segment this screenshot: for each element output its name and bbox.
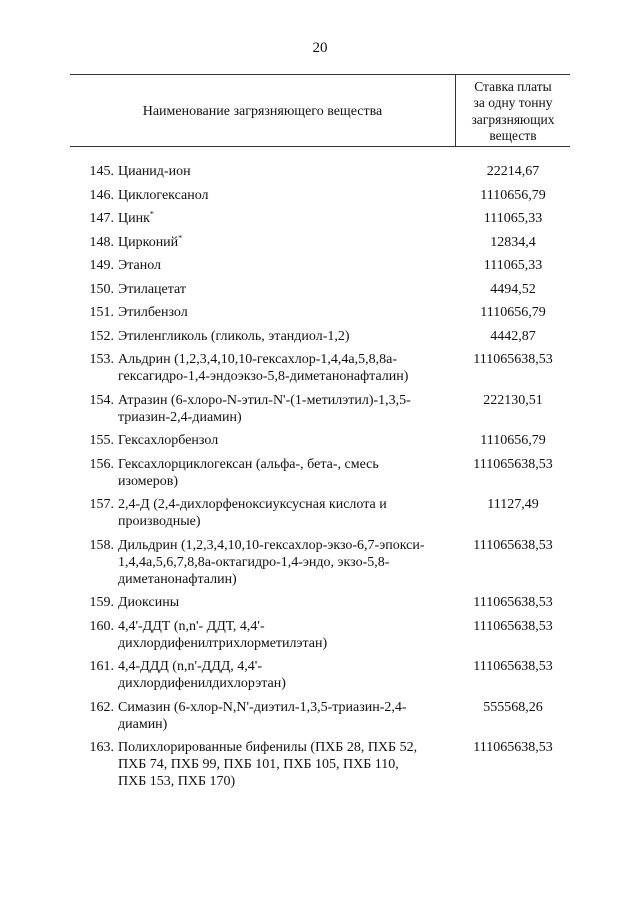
substance-name-line bbox=[118, 513, 452, 530]
row-number: 150. bbox=[89, 281, 114, 297]
table-row bbox=[70, 699, 570, 733]
table-row bbox=[70, 257, 570, 274]
page-number: 20 bbox=[312, 40, 328, 56]
rate-value: 4442,87 bbox=[490, 328, 536, 344]
row-number: 151. bbox=[89, 305, 114, 320]
substance-name bbox=[114, 351, 456, 385]
rate-value: 111065638,53 bbox=[473, 740, 553, 755]
substance-name bbox=[114, 739, 456, 790]
rate-value: 111065,33 bbox=[483, 258, 543, 273]
substance-name bbox=[114, 496, 456, 530]
substance-name-line bbox=[118, 257, 452, 274]
substance-name-line bbox=[118, 496, 452, 513]
substance-name-line bbox=[118, 739, 452, 756]
row-number: 148. bbox=[89, 234, 114, 250]
substance-name-text: ПХБ 74, ПХБ 99, ПХБ 101, ПХБ 105, ПХБ 110, bbox=[118, 757, 399, 772]
substance-name-line bbox=[118, 456, 452, 473]
substance-name-line bbox=[118, 716, 452, 733]
row-number: 159. bbox=[89, 595, 114, 610]
rate-value: 111065638,53 bbox=[473, 456, 553, 472]
substance-name-line bbox=[118, 351, 452, 368]
rate-value: 555568,26 bbox=[483, 699, 543, 715]
header-rate-line: веществ bbox=[489, 128, 537, 143]
rate-value: 4494,52 bbox=[490, 281, 536, 297]
table-row bbox=[70, 618, 570, 652]
rate-value: 11127,49 bbox=[487, 497, 539, 512]
substance-name-line bbox=[118, 328, 452, 345]
table-row bbox=[70, 432, 570, 449]
substance-name-line bbox=[118, 571, 452, 588]
table-row bbox=[70, 210, 570, 227]
substance-name-text: Этанол bbox=[118, 258, 162, 273]
header-rate-column bbox=[456, 75, 570, 146]
substance-name-line bbox=[118, 635, 452, 652]
substance-name-line bbox=[118, 618, 452, 635]
header-rate-line: загрязняющих bbox=[471, 111, 555, 127]
row-number: 147. bbox=[89, 211, 114, 226]
rate-value: 111065638,53 bbox=[473, 537, 553, 553]
footnote-mark: * bbox=[178, 232, 183, 242]
table-row bbox=[70, 351, 570, 385]
substance-name-text: Симазин (6-хлор-N,N'-диэтил-1,3,5-триазин-2,4- bbox=[118, 699, 407, 715]
table-row bbox=[70, 537, 570, 588]
rate-value: 111065,33 bbox=[483, 211, 543, 226]
table-header bbox=[70, 74, 570, 147]
row-number: 160. bbox=[89, 618, 114, 634]
footnote-mark: * bbox=[149, 209, 154, 219]
row-number: 154. bbox=[89, 392, 114, 408]
substance-name bbox=[114, 304, 456, 321]
substance-name-text: Гексахлорциклогексан (альфа-, бета-, смесь bbox=[118, 456, 379, 472]
substance-name-line bbox=[118, 163, 452, 180]
substance-name-text: Полихлорированные бифенилы (ПХБ 28, ПХБ 52, bbox=[118, 740, 418, 755]
substance-name-text: 4,4-ДДД (n,n'-ДДД, 4,4'- bbox=[118, 659, 262, 674]
rate-value: 111065638,53 bbox=[473, 595, 553, 610]
table-row bbox=[70, 658, 570, 692]
substance-name-line bbox=[118, 473, 452, 490]
substance-name-line bbox=[118, 281, 452, 298]
substance-name-text: 2,4-Д (2,4-дихлорфеноксиуксусная кислота и bbox=[118, 497, 387, 512]
substance-name bbox=[114, 210, 456, 227]
substance-name-line bbox=[118, 304, 452, 321]
substance-name-line bbox=[118, 368, 452, 385]
pollutant-rate-table bbox=[70, 74, 570, 797]
rate-value: 12834,4 bbox=[490, 234, 536, 250]
table-row bbox=[70, 328, 570, 345]
row-number: 153. bbox=[89, 352, 114, 367]
row-number: 162. bbox=[89, 699, 114, 715]
row-number: 145. bbox=[89, 164, 114, 179]
row-number: 152. bbox=[89, 328, 114, 344]
substance-name-line bbox=[118, 537, 452, 554]
substance-name-line bbox=[118, 594, 452, 611]
substance-name-text: производные) bbox=[118, 514, 201, 529]
row-number: 155. bbox=[89, 433, 114, 448]
substance-name-text: 4,4'-ДДТ (n,n'- ДДТ, 4,4'- bbox=[118, 618, 265, 634]
rate-value: 111065638,53 bbox=[473, 352, 553, 367]
table-row bbox=[70, 304, 570, 321]
row-number: 157. bbox=[89, 497, 114, 512]
rate-value: 1110656,79 bbox=[480, 187, 546, 203]
table-row bbox=[70, 496, 570, 530]
substance-name-text: Диоксины bbox=[118, 595, 180, 610]
substance-name bbox=[114, 281, 456, 298]
substance-name-text: Цианид-ион bbox=[118, 164, 191, 179]
substance-name bbox=[114, 328, 456, 345]
substance-name-text: Этилбензол bbox=[118, 305, 188, 320]
rate-value: 111065638,53 bbox=[473, 659, 553, 674]
substance-name bbox=[114, 658, 456, 692]
table-row bbox=[70, 187, 570, 204]
substance-name bbox=[114, 257, 456, 274]
substance-name-line bbox=[118, 756, 452, 773]
row-number: 163. bbox=[89, 740, 114, 755]
table-row bbox=[70, 456, 570, 490]
substance-name-text: Дильдрин (1,2,3,4,10,10-гексахлор-экзо-6,7-эпокси- bbox=[118, 537, 425, 553]
table-row bbox=[70, 392, 570, 426]
header-rate-line: Ставка платы bbox=[474, 78, 552, 94]
row-number: 146. bbox=[89, 187, 114, 203]
substance-name-line bbox=[118, 210, 452, 227]
rate-value: 22214,67 bbox=[486, 164, 540, 179]
substance-name bbox=[114, 432, 456, 449]
substance-name-text: диметанонафталин) bbox=[118, 571, 237, 587]
rate-value: 1110656,79 bbox=[480, 433, 546, 448]
row-number: 158. bbox=[89, 537, 114, 553]
substance-name-line bbox=[118, 554, 452, 571]
substance-name-line bbox=[118, 234, 452, 251]
header-rate-line: за одну тонну bbox=[473, 95, 553, 110]
table-row bbox=[70, 163, 570, 180]
row-number: 156. bbox=[89, 456, 114, 472]
substance-name bbox=[114, 537, 456, 588]
substance-name bbox=[114, 163, 456, 180]
substance-name-text: изомеров) bbox=[118, 473, 179, 489]
substance-name-text: триазин-2,4-диамин) bbox=[118, 409, 242, 425]
header-name-column: Наименование загрязняющего вещества bbox=[70, 75, 456, 146]
substance-name-text: Гексахлорбензол bbox=[118, 433, 219, 448]
row-number: 149. bbox=[89, 258, 114, 273]
substance-name-line bbox=[118, 409, 452, 426]
substance-name-line bbox=[118, 675, 452, 692]
substance-name-text: 1,4,4а,5,6,7,8,8а-октагидро-1,4-эндо, экзо-5,8- bbox=[118, 554, 390, 570]
substance-name-line bbox=[118, 658, 452, 675]
rate-value: 111065638,53 bbox=[473, 618, 553, 634]
table-row bbox=[70, 739, 570, 790]
substance-name-text: дихлордифенилтрихлорметилэтан) bbox=[118, 635, 328, 651]
substance-name-text: ПХБ 153, ПХБ 170) bbox=[118, 774, 236, 789]
substance-name-line bbox=[118, 432, 452, 449]
substance-name-text: Атразин (6-хлоро-N-этил-N'-(1-метилэтил)-1,3,5- bbox=[118, 392, 411, 408]
substance-name-text: Этиленгликоль (гликоль, этандиол-1,2) bbox=[118, 328, 350, 344]
substance-name bbox=[114, 618, 456, 652]
substance-name-text: Циклогексанол bbox=[118, 187, 209, 203]
table-row bbox=[70, 594, 570, 611]
substance-name-text: Цинк bbox=[118, 211, 150, 226]
rate-value: 222130,51 bbox=[483, 392, 543, 408]
substance-name-line bbox=[118, 773, 452, 790]
substance-name-line bbox=[118, 187, 452, 204]
substance-name-text: гексагидро-1,4-эндоэкзо-5,8-диметанонафталин) bbox=[118, 369, 409, 384]
table-row bbox=[70, 234, 570, 251]
substance-name bbox=[114, 392, 456, 426]
substance-name-text: Цирконий bbox=[118, 234, 179, 250]
row-number: 161. bbox=[89, 659, 114, 674]
rate-value: 1110656,79 bbox=[480, 305, 546, 320]
substance-name bbox=[114, 234, 456, 251]
substance-name-text: Этилацетат bbox=[118, 281, 187, 297]
substance-name bbox=[114, 187, 456, 204]
substance-name-text: Альдрин (1,2,3,4,10,10-гексахлор-1,4,4а,5,8,8а- bbox=[118, 352, 397, 367]
substance-name bbox=[114, 699, 456, 733]
substance-name-text: диамин) bbox=[118, 716, 168, 732]
table-row bbox=[70, 281, 570, 298]
substance-name-text: дихлордифенилдихлорэтан) bbox=[118, 676, 286, 691]
substance-name-line bbox=[118, 699, 452, 716]
substance-name-line bbox=[118, 392, 452, 409]
substance-name bbox=[114, 456, 456, 490]
substance-name bbox=[114, 594, 456, 611]
table-body bbox=[70, 163, 570, 790]
